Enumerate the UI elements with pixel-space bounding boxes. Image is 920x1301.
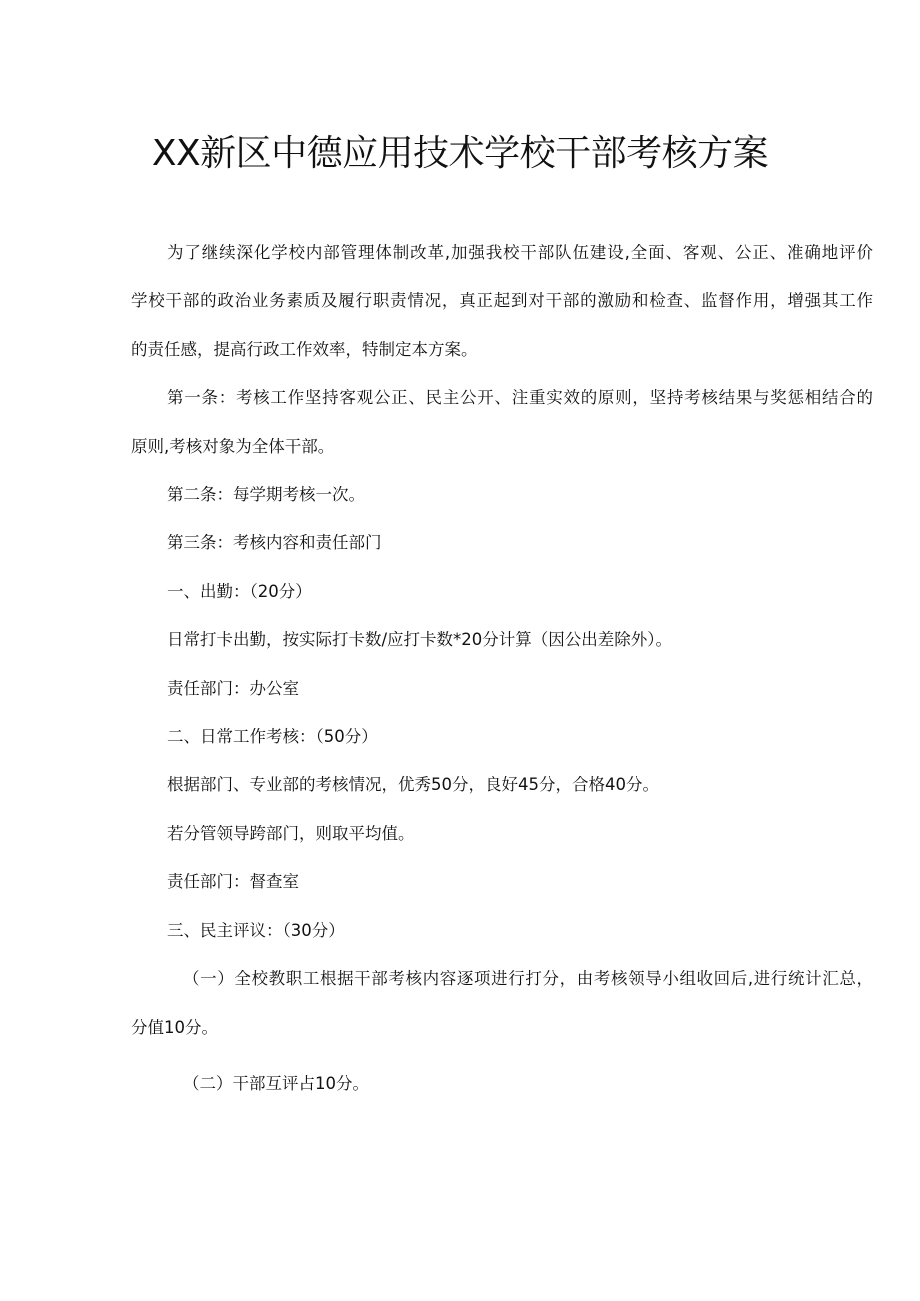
section-1-department: 责任部门：办公室 (167, 678, 299, 698)
article-1-line-2: 原则,考核对象为全体干部。 (131, 436, 335, 456)
section-1-heading: 一、出勤：（20分） (167, 581, 312, 601)
section-1-body: 日常打卡出勤，按实际打卡数/应打卡数*20分计算（因公出差除外）。 (167, 630, 673, 650)
section-2-department: 责任部门：督查室 (167, 872, 299, 892)
section-3-item-1-line-1-text: （一）全校教职工根据干部考核内容逐项进行打分，由考核领导小组收回后,进行统计汇总， (183, 969, 873, 989)
section-3-item-1-line-1 (131, 955, 873, 1003)
document-body (131, 229, 873, 1108)
intro-paragraph-line-1 (131, 229, 873, 277)
section-2-body-2: 若分管领导跨部门，则取平均值。 (167, 823, 415, 843)
intro-line-1-text: 为了继续深化学校内部管理体制改革,加强我校干部队伍建设,全面、客观、公正、准确地评价 (167, 243, 873, 262)
article-2: 第二条：每学期考核一次。 (167, 485, 365, 505)
document-title: XX新区中德应用技术学校干部考核方案 (151, 133, 769, 174)
section-3-item-2: （二）干部互评占10分。 (183, 1073, 369, 1093)
intro-paragraph-line-2 (131, 277, 873, 325)
intro-paragraph-line-3: 的责任感，提高行政工作效率，特制定本方案。 (131, 339, 478, 359)
article-1-line-1 (131, 374, 873, 422)
section-2-heading: 二、日常工作考核：（50分） (167, 727, 378, 747)
article-1-line-1-text: 第一条：考核工作坚持客观公正、民主公开、注重实效的原则，坚持考核结果与奖惩相结合的 (167, 388, 873, 408)
section-3-item-1-line-2: 分值10分。 (131, 1017, 218, 1037)
intro-line-2-text: 学校干部的政治业务素质及履行职责情况，真正起到对干部的激励和检查、监督作用，增强其工作 (131, 291, 873, 311)
section-3-heading: 三、民主评议：（30分） (167, 920, 345, 940)
section-2-body-1: 根据部门、专业部的考核情况，优秀50分，良好45分，合格40分。 (167, 775, 659, 795)
article-3: 第三条：考核内容和责任部门 (167, 533, 382, 553)
